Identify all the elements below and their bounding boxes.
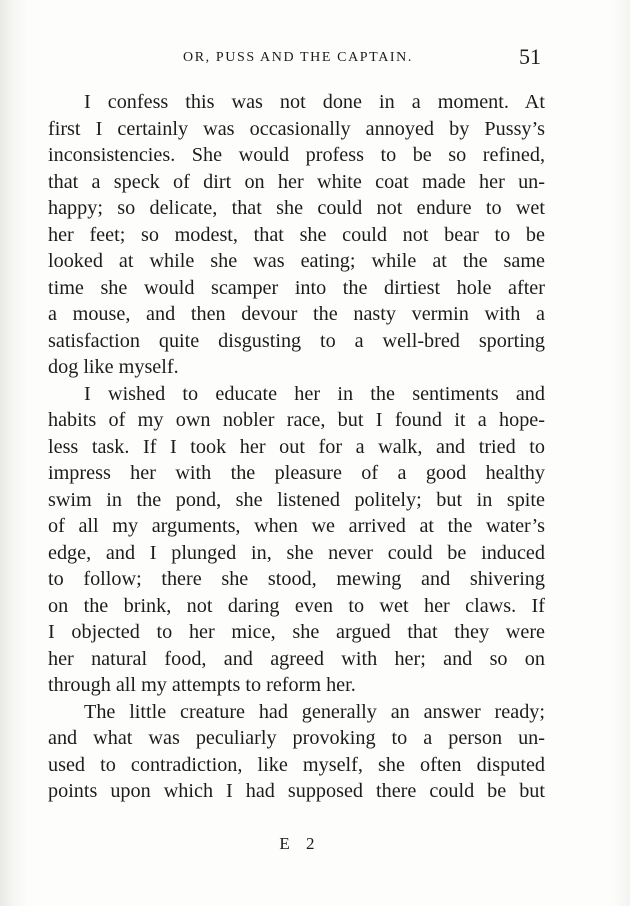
- paragraph-3-line: and what was peculiarly provoking to a person un-: [48, 727, 545, 749]
- paragraph-1-line: inconsistencies. She would profess to be so refined,: [48, 144, 545, 166]
- paragraph-1-line: a mouse, and then devour the nasty vermin with a: [48, 303, 545, 325]
- paragraph-3-line: points upon which I had supposed there could be but: [48, 780, 545, 802]
- paragraph-2-line: her natural food, and agreed with her; and so on: [48, 647, 545, 670]
- paragraph-2-line: I wished to educate her in the sentiments and: [84, 382, 545, 405]
- paragraph-1-line: happy; so delicate, that she could not endure to wet: [48, 197, 545, 219]
- paragraph-1-line: looked at while she was eating; while at the same: [48, 250, 545, 272]
- paragraph-2-line: edge, and I plunged in, she never could be induced: [48, 541, 545, 564]
- signature-mark: E 2: [279, 834, 321, 853]
- paragraph-1-line: dog like myself.: [48, 356, 179, 378]
- paragraph-1-line: first I certainly was occasionally annoyed by Pussy’s: [48, 117, 545, 140]
- paragraph-2-line: on the brink, not daring even to wet her claws. If: [48, 594, 545, 617]
- running-head: OR, PUSS AND THE CAPTAIN.: [183, 50, 413, 65]
- paragraph-2-line: I objected to her mice, she argued that they were: [48, 621, 545, 643]
- paragraph-2-line: of all my arguments, when we arrived at the water’s: [48, 515, 545, 537]
- paragraph-3-line: used to contradiction, like myself, she often disputed: [48, 753, 545, 776]
- paragraph-2-line: impress her with the pleasure of a good healthy: [48, 462, 545, 484]
- paragraph-2-line: habits of my own nobler race, but I found it a hope-: [48, 409, 545, 431]
- paragraph-3-line: The little creature had generally an answer ready;: [84, 700, 545, 723]
- paragraph-1-line: her feet; so modest, that she could not bear to be: [48, 223, 545, 246]
- paragraph-2-line: less task. If I took her out for a walk, and tried to: [48, 435, 545, 458]
- paragraph-1-line: time she would scamper into the dirtiest hole after: [48, 276, 545, 299]
- paragraph-1-line: satisfaction quite disgusting to a well-bred sporting: [48, 329, 545, 352]
- paragraph-2-line: to follow; there she stood, mewing and shivering: [48, 568, 545, 590]
- paragraph-1-line: that a speck of dirt on her white coat made her un-: [48, 170, 545, 193]
- paragraph-1-line: I confess this was not done in a moment. At: [84, 91, 545, 113]
- page-number: 51: [519, 44, 541, 69]
- body-text: [48, 89, 545, 805]
- paragraph-2-line: through all my attempts to reform her.: [48, 674, 356, 696]
- paragraph-2-line: swim in the pond, she listened politely; but in spite: [48, 488, 545, 511]
